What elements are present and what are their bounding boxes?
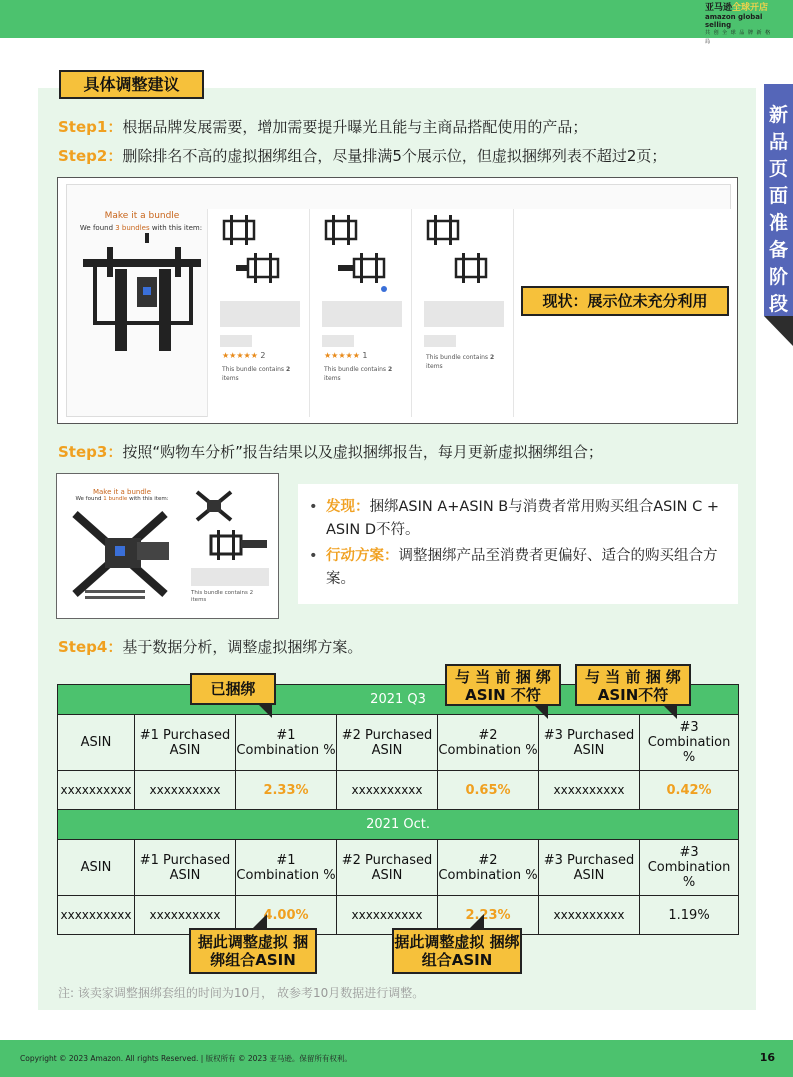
col-purchased-1: #1 Purchased ASIN <box>135 715 236 771</box>
logo-sub: 共 创 全 球 品 牌 新 格 局 <box>705 30 772 45</box>
step-4-text: 基于数据分析，调整虚拟捆绑方案。 <box>122 638 363 656</box>
col-combination-1: #1 Combination % <box>236 715 337 771</box>
bundle-card-2[interactable] <box>309 209 411 417</box>
rating-stars: ★★★★★ 2 <box>222 351 266 360</box>
cell-purchased-1: xxxxxxxxxx <box>135 771 236 810</box>
table-row <box>58 771 739 810</box>
tag-adjust-2-pointer <box>470 914 484 928</box>
bundle-card-1[interactable] <box>207 209 309 417</box>
blurred-price <box>322 335 354 347</box>
tag-adjust-1-pointer <box>253 914 267 928</box>
tag-adjust-2: 据此调整虚拟 捆绑组合ASIN <box>392 928 522 974</box>
col-combination-2: #2 Combination % <box>438 840 539 896</box>
step-1-text: 根据品牌发展需要，增加需要提升曝光且能与主商品搭配使用的产品； <box>122 118 588 136</box>
col-combination-3: #3 Combination % <box>640 715 739 771</box>
tag-mismatch-2-pointer <box>663 705 677 719</box>
col-purchased-3: #3 Purchased ASIN <box>539 840 640 896</box>
action-plan-item: • 行动方案：调整捆绑产品至消费者更偏好、适合的购买组合方案。 <box>306 545 728 591</box>
status-callout: 现状：展示位未充分利用 <box>521 286 729 316</box>
table-period: 2021 Q3 <box>58 685 739 715</box>
bundle-image-pair <box>191 486 271 572</box>
found-bundle-text: We found 1 bundle with this item: <box>75 496 169 502</box>
make-bundle-title: Make it a bundle <box>104 211 180 221</box>
cell-combination-2: 2.23% <box>438 896 539 935</box>
step-2 <box>58 145 666 166</box>
col-combination-1: #1 Combination % <box>236 840 337 896</box>
side-tab-label: 新 品 页 面 准 备 阶 段 <box>768 104 788 315</box>
blurred-title <box>424 301 504 327</box>
tag-bundled: 已捆绑 <box>190 673 276 705</box>
cell-combination-1: 2.33% <box>236 771 337 810</box>
step-3 <box>58 441 603 462</box>
step-2-key: Step2： <box>58 147 123 165</box>
tag-adjust-1: 据此调整虚拟 捆绑组合ASIN <box>189 928 317 974</box>
col-purchased-1: #1 Purchased ASIN <box>135 840 236 896</box>
blurred-price <box>424 335 456 347</box>
table-period: 2021 Oct. <box>58 810 739 840</box>
amazon-global-selling-logo <box>705 3 775 47</box>
step-3-text: 按照“购物车分析”报告结果以及虚拟捆绑报告，每月更新虚拟捆绑组合； <box>122 443 603 461</box>
tag-bundled-pointer <box>258 704 272 718</box>
col-asin: ASIN <box>58 715 135 771</box>
cell-asin: xxxxxxxxxx <box>58 771 135 810</box>
table-2021-oct <box>57 809 739 935</box>
tag-mismatch-1: 与 当 前 捆 绑 ASIN 不符 <box>445 664 561 706</box>
rating-stars: ★★★★★ 1 <box>324 351 368 360</box>
findings-box <box>298 484 738 604</box>
col-asin: ASIN <box>58 840 135 896</box>
page-number: 16 <box>759 1051 775 1064</box>
side-tab <box>764 84 793 316</box>
cell-purchased-1: xxxxxxxxxx <box>135 896 236 935</box>
col-purchased-3: #3 Purchased ASIN <box>539 715 640 771</box>
footer-bar <box>0 1040 793 1077</box>
step-1-key: Step1： <box>58 118 123 136</box>
blurred-title <box>191 568 269 586</box>
bundle-3-image <box>426 215 496 299</box>
tv-mount-product-image <box>77 233 207 358</box>
step-3-key: Step3： <box>58 443 123 461</box>
found-bundles-text: We found 3 bundles with this item: <box>79 224 203 232</box>
top-bar <box>0 0 793 45</box>
footnote: 注: 该卖家调整捆绑套组的时间为10月， 故参考10月数据进行调整。 <box>58 986 425 1000</box>
side-tab-fold <box>764 316 793 346</box>
col-purchased-2: #2 Purchased ASIN <box>337 715 438 771</box>
bundle-contains-text: This bundle contains 2 items <box>426 354 495 370</box>
bundle-2-image <box>324 215 394 299</box>
finding-item: • 发现：捆绑ASIN A+ASIN B与消费者常用购买组合ASIN C + ASIN D不符。 <box>306 496 728 542</box>
logo-en: amazon global selling <box>705 13 763 29</box>
col-combination-2: #2 Combination % <box>438 715 539 771</box>
cell-purchased-3: xxxxxxxxxx <box>539 896 640 935</box>
bundle-contains-text: This bundle contains 2 items <box>191 590 254 603</box>
bundle-1-image <box>222 215 286 293</box>
step-1 <box>58 116 587 137</box>
col-combination-3: #3 Combination % <box>640 840 739 896</box>
tag-mismatch-1-pointer <box>534 705 548 719</box>
blurred-title <box>322 301 402 327</box>
bundle-contains-text: This bundle contains 2 items <box>324 366 393 382</box>
cell-combination-2: 0.65% <box>438 771 539 810</box>
blurred-price <box>220 335 252 347</box>
step-4 <box>58 636 362 657</box>
cell-purchased-3: xxxxxxxxxx <box>539 771 640 810</box>
cell-purchased-2: xxxxxxxxxx <box>337 771 438 810</box>
cell-purchased-2: xxxxxxxxxx <box>337 896 438 935</box>
cell-asin: xxxxxxxxxx <box>58 896 135 935</box>
col-purchased-2: #2 Purchased ASIN <box>337 840 438 896</box>
bundle-card-3[interactable] <box>411 209 513 417</box>
cell-combination-3: 0.42% <box>640 771 739 810</box>
step-4-key: Step4： <box>58 638 123 656</box>
make-bundle-title: Make it a bundle <box>92 488 152 496</box>
cell-combination-3: 1.19% <box>640 896 739 935</box>
tag-mismatch-2: 与 当 前 捆 绑 ASIN不符 <box>575 664 691 706</box>
logo-cn-accent: 全球开店 <box>732 3 769 13</box>
logo-cn: 亚马逊 <box>705 3 733 13</box>
cell-combination-1: 4.00% <box>236 896 337 935</box>
blurred-title <box>220 301 300 327</box>
swivel-mount-image <box>65 504 183 604</box>
copyright: Copyright © 2023 Amazon. All rights Reserved. | 版权所有 © 2023 亚马逊。保留所有权利。 <box>20 1054 352 1063</box>
step-2-text: 删除排名不高的虚拟捆绑组合，尽量排满5个展示位，但虚拟捆绑列表不超过2页； <box>122 147 667 165</box>
section-title: 具体调整建议 <box>59 70 204 99</box>
bundle-contains-text: This bundle contains 2 items <box>222 366 291 382</box>
bundle-screenshot-single <box>56 473 279 619</box>
